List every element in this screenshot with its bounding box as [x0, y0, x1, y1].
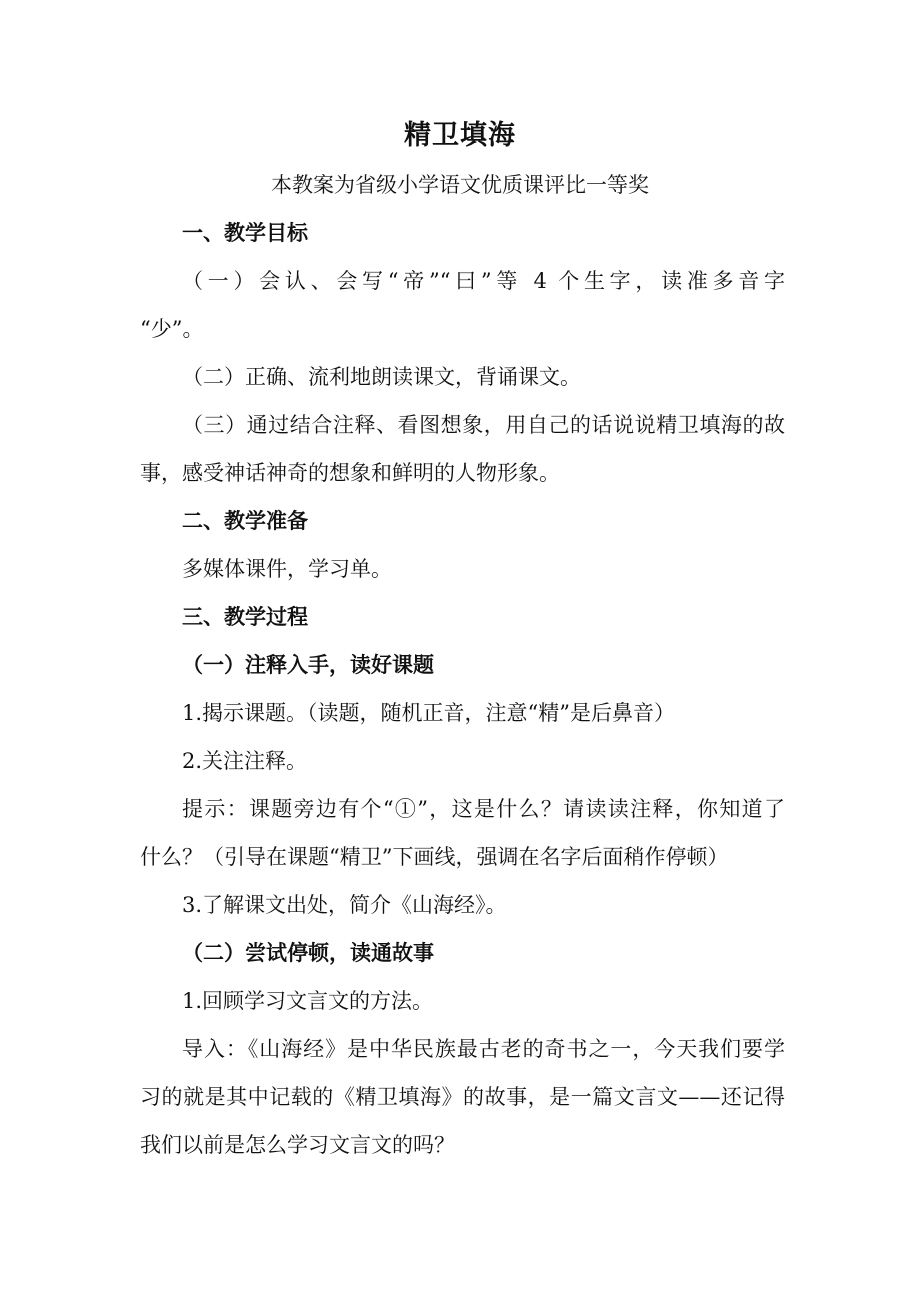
goal-1-line-1: （一）会认、会写“帝”“曰”等 4 个生字，读准多音字 — [182, 269, 785, 293]
step-2-item-1: 1.回顾学习文言文的方法。 — [182, 989, 434, 1013]
hint-line-2: 什么？（引导在课题“精卫”下画线，强调在名字后面稍作停顿） — [140, 845, 729, 869]
goal-3-line-1: （三）通过结合注释、看图想象，用自己的话说说精卫填海的故 — [182, 413, 785, 437]
intro-line-1: 导入：《山海经》是中华民族最古老的奇书之一，今天我们要学 — [182, 1037, 785, 1061]
step-2-heading: （二）尝试停顿，读通故事 — [182, 941, 434, 965]
intro-line-3: 我们以前是怎么学习文言文的吗？ — [140, 1133, 455, 1157]
section-heading-process: 三、教学过程 — [182, 605, 308, 629]
step-1-item-1: 1.揭示课题。（读题，随机正音，注意“精”是后鼻音） — [182, 701, 676, 725]
section-heading-goals: 一、教学目标 — [182, 221, 308, 245]
document-subtitle: 本教案为省级小学语文优质课评比一等奖 — [271, 173, 649, 197]
goal-2: （二）正确、流利地朗读课文，背诵课文。 — [182, 365, 581, 389]
step-1-item-2: 2.关注注释。 — [182, 749, 308, 773]
goal-3-line-2: 事，感受神话神奇的想象和鲜明的人物形象。 — [140, 461, 560, 485]
step-1-item-3: 3.了解课文出处，简介《山海经》。 — [182, 893, 507, 917]
goal-1-line-2: “少”。 — [140, 317, 204, 341]
step-1-heading: （一）注释入手，读好课题 — [182, 653, 434, 677]
hint-line-1: 提示：课题旁边有个“①”，这是什么？请读读注释，你知道了 — [182, 797, 785, 821]
intro-line-2: 习的就是其中记载的《精卫填海》的故事，是一篇文言文——还记得 — [140, 1085, 785, 1109]
preparation-text: 多媒体课件，学习单。 — [182, 557, 392, 581]
section-heading-preparation: 二、教学准备 — [182, 509, 308, 533]
document-title: 精卫填海 — [404, 120, 516, 151]
